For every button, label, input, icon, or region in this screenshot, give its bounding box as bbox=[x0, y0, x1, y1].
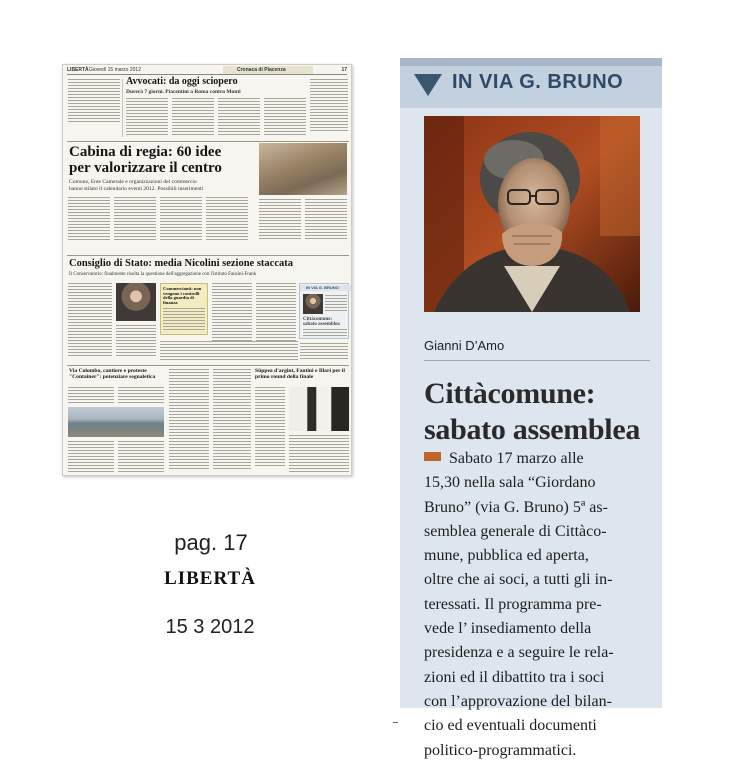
newspaper-header bbox=[67, 67, 347, 75]
body-line: mune, pubblica ed aperta, bbox=[424, 547, 589, 565]
body-line: con l’approvazione del bilan- bbox=[424, 692, 612, 710]
page-number: 17 bbox=[341, 67, 347, 73]
body-line: 15,30 nella sala “Giordano bbox=[424, 474, 596, 492]
body-line: Sabato 17 marzo alle bbox=[449, 450, 584, 467]
article-kicker: IN VIA G. BRUNO bbox=[452, 71, 624, 93]
body-line: semblea generale di Cittàco- bbox=[424, 522, 607, 540]
subhead-avvocati: Durerà 7 giorni. Piacentini a Roma contro Monti bbox=[126, 89, 241, 95]
top-band bbox=[400, 58, 662, 66]
body-line: vede l’ insediamento della bbox=[424, 620, 592, 638]
subhead-cabina-1: Comune, Ente Camerale e organizzazioni del commercio bbox=[69, 179, 197, 185]
mini-title: Cittàcomune: sabato assemblea bbox=[303, 317, 340, 328]
mini-kicker: IN VIA G. BRUNO bbox=[306, 285, 339, 290]
headline-colombo: Via Colombo, cantiere e proteste "Container": potenziare segnaletica bbox=[69, 368, 156, 380]
headline-suppea: Sûppea d'argint, Fantini e Illari per il primo round della finale bbox=[255, 368, 345, 380]
headline-cabina-line2: per valorizzare il centro bbox=[69, 160, 222, 176]
portrait-photo bbox=[116, 283, 156, 321]
crowd-photo bbox=[259, 143, 347, 195]
headline-commercianti: Commercianti: non vengono i controlli della guardia di finanza bbox=[163, 286, 202, 306]
body-line: teressati. Il programma pre- bbox=[424, 595, 602, 613]
page-label: pag. 17 bbox=[174, 530, 248, 555]
newspaper-name: LIBERTÀ bbox=[164, 568, 256, 589]
headline-cabina-line1: Cabina di regia: 60 idee bbox=[69, 144, 222, 160]
text-column bbox=[68, 79, 120, 124]
author-photo bbox=[424, 116, 640, 312]
section-name: Cronaca di Piacenza bbox=[237, 67, 286, 73]
masthead-small: LIBERTÀ bbox=[67, 67, 89, 73]
body-line: presidenza e a seguire le rela- bbox=[424, 644, 614, 662]
subhead-cabina-2: hanno stilato il calendario eventi 2012. Possibili inserimenti bbox=[69, 186, 204, 192]
article-title bbox=[424, 376, 654, 448]
headline-consiglio: Consiglio di Stato: media Nicolini sezione staccata bbox=[69, 258, 293, 269]
body-line: Bruno” (via G. Bruno) 5ª as- bbox=[424, 498, 608, 516]
street-photo bbox=[68, 407, 164, 437]
publication-date: 15 3 2012 bbox=[165, 616, 255, 638]
date-line: Giovedì 15 marzo 2012 bbox=[89, 67, 141, 73]
article-body bbox=[424, 447, 660, 763]
triangle-icon bbox=[414, 74, 442, 96]
headline-avvocati: Avvocati: da oggi sciopero bbox=[126, 76, 238, 87]
body-line: zioni ed il dibattito tra i soci bbox=[424, 668, 605, 686]
divider bbox=[424, 360, 650, 361]
title-line: Cittàcomune: bbox=[424, 377, 596, 410]
title-line: sabato assemblea bbox=[424, 413, 641, 446]
mini-portrait bbox=[303, 294, 323, 314]
stray-mark bbox=[393, 722, 398, 723]
body-line: oltre che ai soci, a tutti gli in- bbox=[424, 571, 613, 589]
author-name: Gianni D’Amo bbox=[424, 338, 505, 353]
body-line: politico-programmatici. bbox=[424, 741, 577, 759]
bullet-square-icon bbox=[424, 452, 441, 461]
chefs-photo bbox=[289, 387, 349, 431]
subhead-consiglio: Il Conservatorio: finalmente risolta la questione dell'aggregazione con l'istituto Fausini-Frank bbox=[69, 272, 257, 277]
body-line: cio ed eventuali documenti bbox=[424, 717, 597, 735]
newspaper-page-thumbnail bbox=[62, 64, 352, 476]
article-clipping bbox=[400, 58, 662, 759]
